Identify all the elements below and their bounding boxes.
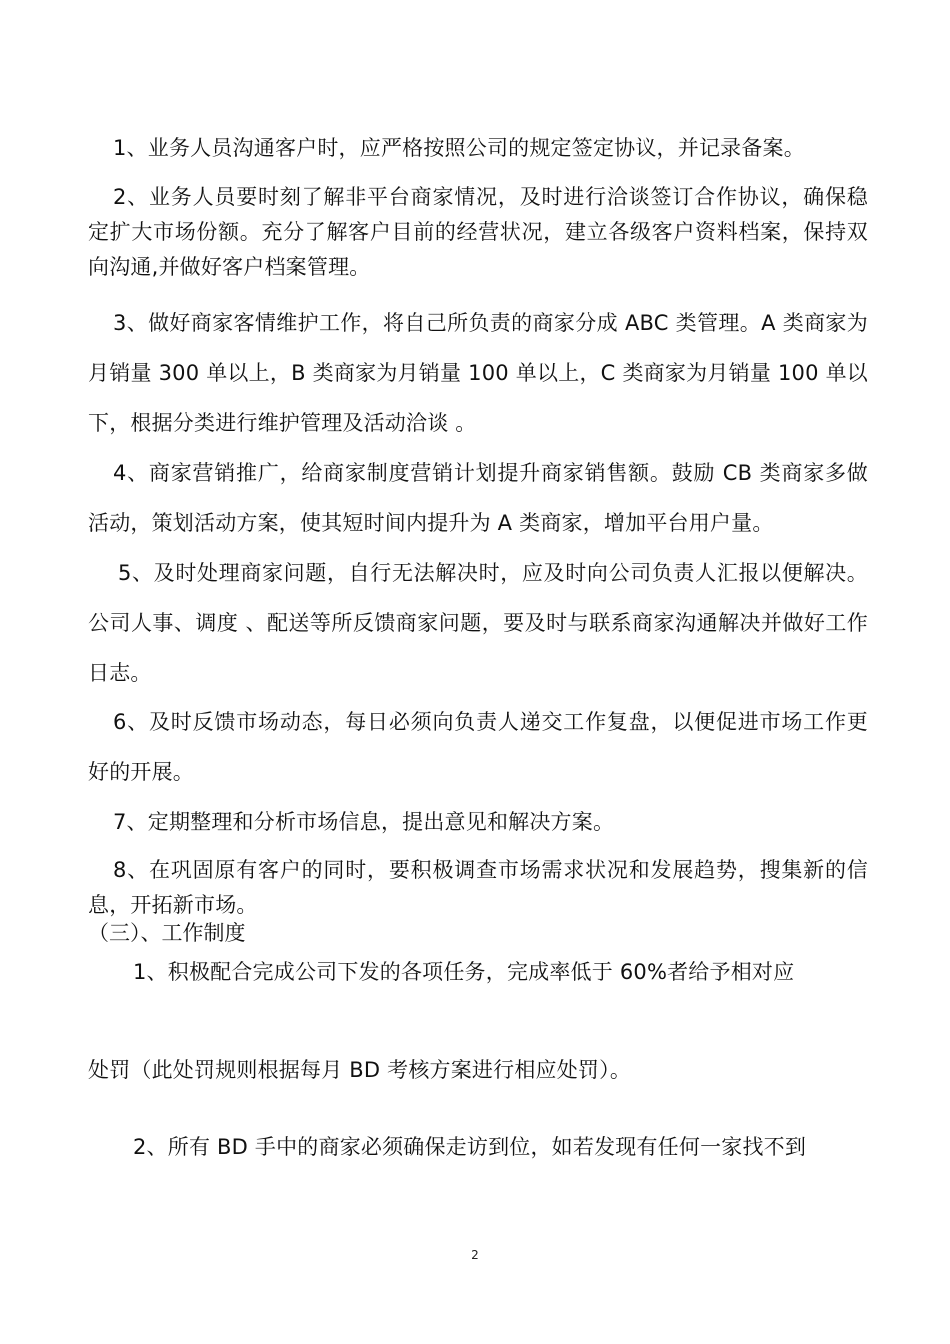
- rule-1-line-1: 1、积极配合完成公司下发的各项任务，完成率低于 60%者给予相对应: [133, 960, 795, 984]
- paragraph-6: 6、及时反馈市场动态，每日必须向负责人递交工作复盘，以便促进市场工作更好的开展。: [88, 710, 868, 784]
- paragraph-3: 3、做好商家客情维护工作，将自己所负责的商家分成 ABC 类管理。A 类商家为月销量 300 单以上，B 类商家为月销量 100 单以上，C 类商家为月销量 100 单以下，根据分类进行维护管理及活动洽谈 。: [88, 311, 868, 435]
- paragraph-1: 1、业务人员沟通客户时，应严格按照公司的规定签定协议，并记录备案。: [113, 136, 805, 160]
- paragraph-4: 4、商家营销推广，给商家制度营销计划提升商家销售额。鼓励 CB 类商家多做活动，策划活动方案，使其短时间内提升为 A 类商家，增加平台用户量。: [88, 461, 868, 535]
- rule-1-line-2: 处罚（此处罚规则根据每月 BD 考核方案进行相应处罚）。: [88, 1058, 632, 1082]
- paragraph-8: 8、在巩固原有客户的同时，要积极调查市场需求状况和发展趋势，搜集新的信息，开拓新市场。: [88, 858, 868, 917]
- paragraph-5: 5、及时处理商家问题，自行无法解决时，应及时向公司负责人汇报以便解决。公司人事、调度 、配送等所反馈商家问题，要及时与联系商家沟通解决并做好工作日志。: [88, 561, 868, 685]
- page-number: 2: [471, 1248, 479, 1262]
- section-heading: （三）、工作制度: [88, 921, 246, 945]
- rule-2-line-1: 2、所有 BD 手中的商家必须确保走访到位，如若发现有任何一家找不到: [133, 1135, 807, 1159]
- paragraph-2: 2、业务人员要时刻了解非平台商家情况，及时进行洽谈签订合作协议，确保稳定扩大市场份额。充分了解客户目前的经营状况，建立各级客户资料档案，保持双向沟通,并做好客户档案管理。: [88, 185, 868, 279]
- paragraph-7: 7、定期整理和分析市场信息，提出意见和解决方案。: [113, 810, 615, 834]
